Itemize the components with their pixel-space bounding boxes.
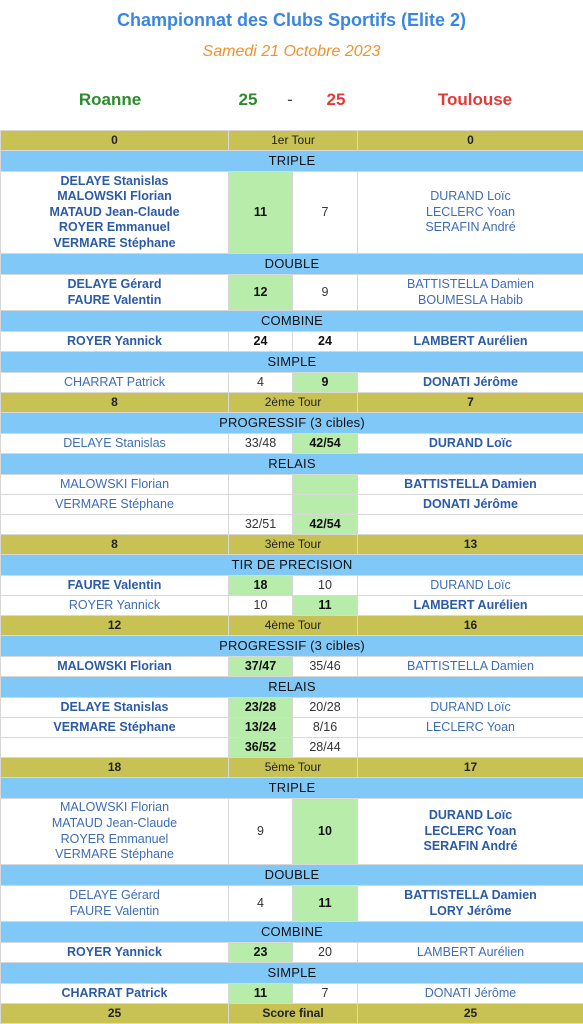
match-row (1, 373, 583, 393)
match-row (1, 596, 583, 616)
match-row (1, 475, 583, 495)
away-players (358, 738, 583, 758)
home-score-cell: 13/24 (229, 718, 293, 738)
away-score-cell: 35/46 (293, 657, 358, 677)
player-name: SERAFIN André (423, 839, 518, 854)
away-players (358, 799, 583, 865)
match-row (1, 172, 583, 254)
match-row (1, 495, 583, 515)
away-players (358, 576, 583, 596)
player-name: MALOWSKI Florian (57, 189, 172, 204)
away-score-cell (293, 475, 358, 495)
section-header (1, 413, 583, 434)
page-title: Championnat des Clubs Sportifs (Elite 2) (116, 10, 467, 30)
section-header (1, 963, 583, 984)
player-name: FAURE Valentin (67, 577, 162, 592)
home-tour-score: 25 (1, 1004, 229, 1024)
section-header (1, 311, 583, 332)
player-name: LECLERC Yoan (424, 823, 517, 838)
home-score-cell: 11 (229, 172, 293, 254)
player-name: LORY Jérôme (429, 903, 512, 918)
home-score-cell: 10 (229, 596, 293, 616)
player-name: DELAYE Gérard (69, 887, 160, 902)
match-row (1, 799, 583, 865)
tour-label: 1er Tour (229, 131, 358, 151)
section-label: SIMPLE (1, 352, 583, 373)
player-name: DONATI Jérôme (424, 985, 517, 1000)
player-name: LECLERC Yoan (426, 719, 515, 734)
home-players (1, 515, 229, 535)
away-tour-score: 0 (358, 131, 583, 151)
section-label: SIMPLE (1, 963, 583, 984)
section-header (1, 555, 583, 576)
away-players (358, 657, 583, 677)
section-header (1, 677, 583, 698)
section-header (1, 454, 583, 475)
away-score-cell: 20 (293, 943, 358, 963)
match-row (1, 434, 583, 454)
player-name: DURAND Loïc (430, 699, 511, 714)
tour-label: 5ème Tour (229, 758, 358, 778)
match-row (1, 886, 583, 922)
home-score-cell: 32/51 (229, 515, 293, 535)
player-name: LECLERC Yoan (426, 204, 515, 219)
match-row (1, 657, 583, 677)
home-score-cell: 18 (229, 576, 293, 596)
match-header (0, 0, 583, 130)
home-players (1, 373, 229, 393)
home-score-cell: 4 (229, 886, 293, 922)
away-players (358, 984, 583, 1004)
away-score-cell: 9 (293, 373, 358, 393)
away-score-cell: 10 (293, 799, 358, 865)
tour-label: Score final (229, 1004, 358, 1024)
home-tour-score: 0 (1, 131, 229, 151)
away-score-cell: 8/16 (293, 718, 358, 738)
section-label: DOUBLE (1, 254, 583, 275)
section-header (1, 254, 583, 275)
home-players (1, 172, 229, 254)
away-tour-score: 13 (358, 535, 583, 555)
away-players (358, 172, 583, 254)
away-score-cell: 24 (293, 332, 358, 352)
home-players (1, 984, 229, 1004)
player-name: DURAND Loïc (430, 577, 511, 592)
away-score-cell: 11 (293, 886, 358, 922)
home-tour-score: 18 (1, 758, 229, 778)
section-label: TRIPLE (1, 151, 583, 172)
away-players (358, 515, 583, 535)
player-name: ROYER Yannick (67, 944, 162, 959)
away-tour-score: 17 (358, 758, 583, 778)
section-label: DOUBLE (1, 865, 583, 886)
away-players (358, 434, 583, 454)
away-score: 25 (326, 90, 346, 109)
player-name: LAMBERT Aurélien (413, 597, 528, 612)
player-name: DURAND Loïc (430, 189, 511, 204)
away-players (358, 275, 583, 311)
section-label: COMBINE (1, 922, 583, 943)
home-score-cell: 33/48 (229, 434, 293, 454)
section-label: PROGRESSIF (3 cibles) (1, 413, 583, 434)
section-label: PROGRESSIF (3 cibles) (1, 636, 583, 657)
player-name: BATTISTELLA Damien (407, 658, 534, 673)
home-players (1, 275, 229, 311)
home-players (1, 886, 229, 922)
away-players (358, 596, 583, 616)
player-name: MATAUD Jean-Claude (51, 815, 178, 830)
home-score-cell (229, 475, 293, 495)
away-score-cell: 20/28 (293, 698, 358, 718)
section-label: COMBINE (1, 311, 583, 332)
away-players (358, 886, 583, 922)
player-name: DONATI Jérôme (423, 374, 518, 389)
home-score-cell: 23 (229, 943, 293, 963)
home-players (1, 657, 229, 677)
away-players (358, 943, 583, 963)
home-tour-score: 8 (1, 535, 229, 555)
tour-row (1, 131, 583, 151)
scoreline (0, 90, 583, 112)
home-players (1, 495, 229, 515)
final-score-row (1, 1004, 583, 1024)
home-score-cell: 11 (229, 984, 293, 1004)
score-separator: - (287, 90, 293, 109)
section-header (1, 151, 583, 172)
tour-row (1, 758, 583, 778)
home-players (1, 475, 229, 495)
home-players (1, 738, 229, 758)
away-players (358, 698, 583, 718)
home-score-cell: 9 (229, 799, 293, 865)
player-name: DELAYE Stanislas (60, 173, 169, 188)
away-tour-score: 16 (358, 616, 583, 636)
player-name: LAMBERT Aurélien (416, 944, 525, 959)
player-name: FAURE Valentin (67, 292, 162, 307)
tour-row (1, 393, 583, 413)
home-players (1, 576, 229, 596)
player-name: VERMARE Stéphane (53, 235, 176, 250)
away-tour-score: 25 (358, 1004, 583, 1024)
home-score-cell: 4 (229, 373, 293, 393)
tour-row (1, 616, 583, 636)
player-name: ROYER Yannick (67, 333, 162, 348)
home-score-cell: 23/28 (229, 698, 293, 718)
section-header (1, 636, 583, 657)
home-score: 25 (238, 90, 258, 109)
away-players (358, 373, 583, 393)
player-name: MALOWSKI Florian (59, 476, 170, 491)
player-name: MALOWSKI Florian (59, 800, 170, 815)
player-name: BOUMESLA Habib (418, 292, 523, 307)
match-row (1, 332, 583, 352)
away-team: Toulouse (437, 90, 513, 109)
player-name: ROYER Emmanuel (58, 220, 171, 235)
tour-label: 2ème Tour (229, 393, 358, 413)
player-name: DURAND Loïc (428, 435, 513, 450)
home-tour-score: 8 (1, 393, 229, 413)
away-score-cell: 11 (293, 596, 358, 616)
home-score-cell: 24 (229, 332, 293, 352)
section-label: TIR DE PRECISION (1, 555, 583, 576)
match-row (1, 576, 583, 596)
home-score-cell: 12 (229, 275, 293, 311)
player-name: ROYER Yannick (68, 597, 161, 612)
match-row (1, 718, 583, 738)
home-score-cell: 36/52 (229, 738, 293, 758)
home-tour-score: 12 (1, 616, 229, 636)
player-name: BATTISTELLA Damien (404, 476, 537, 491)
player-name: LAMBERT Aurélien (413, 333, 528, 348)
player-name: DELAYE Stanislas (60, 699, 169, 714)
player-name: DONATI Jérôme (423, 496, 518, 511)
home-score-cell: 37/47 (229, 657, 293, 677)
home-players (1, 943, 229, 963)
away-players (358, 495, 583, 515)
tour-label: 4ème Tour (229, 616, 358, 636)
away-score-cell: 42/54 (293, 515, 358, 535)
section-label: TRIPLE (1, 778, 583, 799)
away-score-cell (293, 495, 358, 515)
match-row (1, 698, 583, 718)
player-name: DELAYE Stanislas (63, 435, 166, 450)
section-label: RELAIS (1, 677, 583, 698)
away-score-cell: 10 (293, 576, 358, 596)
player-name: CHARRAT Patrick (61, 985, 168, 1000)
match-row (1, 738, 583, 758)
section-label: RELAIS (1, 454, 583, 475)
home-players (1, 434, 229, 454)
results-table (0, 130, 583, 1024)
player-name: MALOWSKI Florian (57, 658, 172, 673)
away-score-cell: 9 (293, 275, 358, 311)
player-name: VERMARE Stéphane (55, 847, 174, 862)
player-name: CHARRAT Patrick (64, 374, 165, 389)
tour-label: 3ème Tour (229, 535, 358, 555)
section-header (1, 922, 583, 943)
tour-row (1, 535, 583, 555)
player-name: BATTISTELLA Damien (404, 887, 537, 902)
home-players (1, 718, 229, 738)
home-players (1, 799, 229, 865)
player-name: ROYER Emmanuel (60, 831, 169, 846)
home-team: Roanne (78, 90, 142, 109)
away-players (358, 718, 583, 738)
away-tour-score: 7 (358, 393, 583, 413)
home-players (1, 596, 229, 616)
away-score-cell: 7 (293, 984, 358, 1004)
section-header (1, 865, 583, 886)
home-players (1, 332, 229, 352)
away-players (358, 475, 583, 495)
away-players (358, 332, 583, 352)
away-score-cell: 7 (293, 172, 358, 254)
away-score-cell: 42/54 (293, 434, 358, 454)
away-score-cell: 28/44 (293, 738, 358, 758)
player-name: MATAUD Jean-Claude (49, 204, 180, 219)
player-name: SERAFIN André (425, 220, 516, 235)
home-score-cell (229, 495, 293, 515)
match-row (1, 984, 583, 1004)
player-name: VERMARE Stéphane (55, 496, 174, 511)
player-name: DURAND Loïc (428, 808, 513, 823)
player-name: BATTISTELLA Damien (407, 276, 534, 291)
match-row (1, 943, 583, 963)
player-name: VERMARE Stéphane (53, 719, 176, 734)
player-name: DELAYE Gérard (67, 276, 162, 291)
match-row (1, 515, 583, 535)
player-name: FAURE Valentin (69, 903, 160, 918)
match-row (1, 275, 583, 311)
section-header (1, 352, 583, 373)
home-players (1, 698, 229, 718)
match-date: Samedi 21 Octobre 2023 (202, 43, 381, 60)
section-header (1, 778, 583, 799)
